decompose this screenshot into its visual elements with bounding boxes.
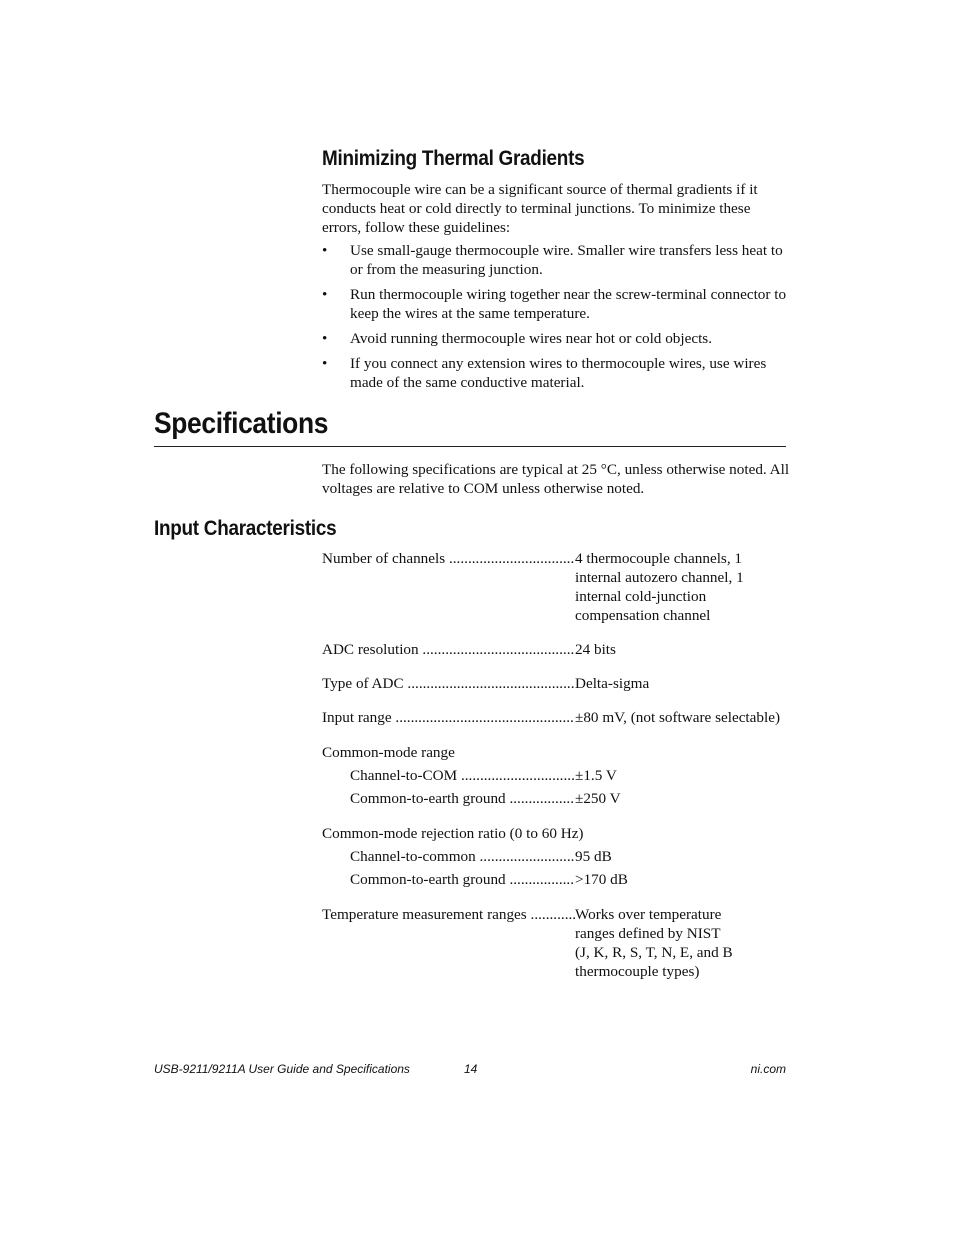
list-item-text: Use small-gauge thermocouple wire. Smaller wire transfers less heat to or from the measuring junction. [350, 242, 783, 278]
spec-value: >170 dB [575, 871, 628, 888]
section-heading-thermal-gradients: Minimizing Thermal Gradients [322, 147, 585, 170]
list-item [322, 354, 792, 392]
bullet-icon: • [322, 355, 328, 372]
footer-page-number: 14 [464, 1062, 478, 1076]
bullet-icon: • [322, 286, 328, 303]
spec-label: Type of ADC ..... [322, 674, 575, 693]
spec-label: Input range ..... [322, 708, 575, 727]
list-item-text: If you connect any extension wires to thermocouple wires, use wires made of the same conductive material. [350, 355, 767, 391]
spec-label: Number of channels ..... [322, 549, 575, 568]
bullet-icon: • [322, 242, 328, 259]
spec-value: 95 dB [575, 848, 612, 865]
spec-value: Delta-sigma [575, 675, 650, 692]
list-item-text: Run thermocouple wiring together near the screw-terminal connector to keep the wires at the same temperature. [350, 286, 787, 322]
guidelines-list [322, 241, 792, 398]
spec-value: 4 thermocouple channels, 1 internal autozero channel, 1 internal cold-junction compensation channel [575, 550, 744, 624]
spec-value: ±80 mV, (not software selectable) [575, 709, 781, 726]
footer-website: ni.com [750, 1062, 786, 1076]
spec-label: Channel-to-common ..... [350, 847, 575, 866]
section-heading-specifications: Specifications [154, 407, 329, 440]
list-item [322, 241, 792, 279]
spec-label: Common-to-earth ground ..... [350, 870, 575, 889]
spec-value: 24 bits [575, 641, 616, 658]
spec-group-common-mode-range: Common-mode range [322, 744, 455, 761]
section-heading-input-characteristics: Input Characteristics [154, 517, 337, 540]
spec-group-cmrr: Common-mode rejection ratio (0 to 60 Hz) [322, 825, 584, 842]
spec-label: Temperature measurement ranges ..... [322, 905, 575, 924]
list-item-text: Avoid running thermocouple wires near hot or cold objects. [350, 330, 713, 347]
specifications-intro: The following specifications are typical at 25 °C, unless otherwise noted. All voltages are relative to COM unless otherwise noted. [322, 461, 790, 497]
thermal-gradients-intro: Thermocouple wire can be a significant source of thermal gradients if it conducts heat or cold directly to terminal junctions. To minimize these errors, follow these guidelines: [322, 181, 758, 236]
spec-value: ±1.5 V [575, 767, 617, 784]
spec-label: ADC resolution ..... [322, 640, 575, 659]
list-item [322, 285, 792, 323]
heading-rule [154, 446, 786, 447]
spec-label: Channel-to-COM ..... [350, 766, 575, 785]
spec-label: Common-to-earth ground ..... [350, 789, 575, 808]
bullet-icon: • [322, 330, 328, 347]
spec-value: Works over temperature ranges defined by NIST (J, K, R, S, T, N, E, and B thermocouple types) [575, 906, 733, 980]
spec-value: ±250 V [575, 790, 621, 807]
list-item [322, 329, 792, 348]
footer-document-title: USB-9211/9211A User Guide and Specifications [154, 1062, 410, 1076]
